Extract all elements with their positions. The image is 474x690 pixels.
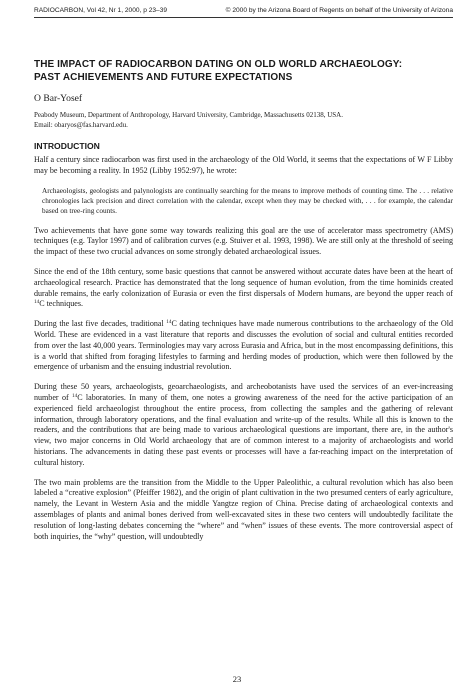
- paragraph-5-text: During these 50 years, archaeologists, geoarchaeologists, and archeobotanists have used the services of an ever-increasing number of: [34, 382, 453, 402]
- paragraph-4: [34, 319, 453, 373]
- author-name: O Bar-Yosef: [34, 93, 83, 104]
- paragraph-5-text-end: C laboratories. In many of them, one notes a growing awareness of the need for the active participation of an experienced field archaeologist throughout the entire process, from collecting the samples and the gathering of relevant information, through laboratory operations, and the final evaluation and write-up of the results. While all this is known to the readers, and the contributions that are being made to various archaeological questions are important, there are, in the author's view, two major concerns in Old World archaeology that are of common interest to a majority of archaeologists and world historians. The advancements in dating these past events or processes will have a far-reaching impact on the interpretation of cultural history.: [34, 392, 453, 467]
- running-header: [34, 5, 453, 18]
- isotope-superscript: 14: [72, 392, 78, 399]
- isotope-superscript: 14: [166, 319, 172, 326]
- paragraph-3: [34, 267, 453, 310]
- isotope-superscript: 14: [34, 299, 40, 306]
- author-affiliation: [34, 111, 453, 130]
- paragraph-3-text-end: C techniques.: [39, 299, 83, 309]
- title-line-2: PAST ACHIEVEMENTS AND FUTURE EXPECTATIONS: [34, 71, 293, 83]
- paragraph-3-text: Since the end of the 18th century, some basic questions that cannot be answered without accurate dates have been at the heart of archaeological research. Practice has demonstrated that the long sequence of human evolution, from the time hominids created durable remains, the early colonization of Eurasia or even the first dispersals of Modern humans, are beyond the upper reach of: [34, 266, 453, 298]
- affiliation-email: Email: obaryos@fas.harvard.edu.: [34, 120, 128, 129]
- paragraph-1: Half a century since radiocarbon was first used in the archaeology of the Old World, it seems that the expectations of W F Libby may be becoming a reality. In 1952 (Libby 1952:97), he wrote:: [34, 155, 453, 175]
- libby-quote: Archaeologists, geologists and palynologists are continually searching for the means to improve methods of counting time. The . . . relative chronologies lack precision and direct correlation with the calendar, except when they may be checked with, . . . for example, the calendar based on tree-ring counts.: [42, 186, 453, 215]
- paragraph-5: [34, 382, 453, 468]
- page-number: 23: [232, 674, 242, 684]
- paragraph-2: Two achievements that have gone some way towards realizing this goal are the use of accelerator mass spectrometry (AMS) techniques (e.g. Taylor 1997) and of calibration curves (e.g. Stuiver et al. 1993, 1998). We are still only at the threshold of seeing the impact of these two crucial advances on some strongly debated archaeological issues.: [34, 225, 453, 257]
- affiliation-address: Peabody Museum, Department of Anthropology, Harvard University, Cambridge, Massachusetts 02138, USA.: [34, 111, 343, 119]
- paragraph-4-text-end: C dating techniques have made numerous contributions to the archaeology of the Old World. These are evidenced in a vast literature that reports and discusses the evolution of social and cultural entities recorded from over the last 40,000 years. Terminologies may vary across Eurasia and Africa, but in the most encompassing definitions, this is a world that shifted from foraging lifestyles to farming and herding modes of production, which were then followed by the emergence of urbanism and the ensuing industrial revolution.: [34, 319, 453, 372]
- article-title: [34, 59, 453, 84]
- paragraph-4-text: During the last five decades, traditional: [34, 319, 167, 329]
- section-heading: INTRODUCTION: [34, 141, 100, 151]
- journal-citation: RADIOCARBON, Vol 42, Nr 1, 2000, p 23–39: [34, 7, 168, 14]
- title-line-1: THE IMPACT OF RADIOCARBON DATING ON OLD WORLD ARCHAEOLOGY:: [34, 59, 403, 70]
- article-body: [34, 155, 453, 551]
- paragraph-6: The two main problems are the transition from the Middle to the Upper Paleolithic, a cultural revolution which has also been labeled a “creative explosion” (Pfeiffer 1982), and the origin of plant cultivation in the two presumed centers of early agriculture, namely, the Levant in Western Asia and the middle Yangtze region of China. Precise dating of archaeological contexts and assemblages of plants and animal bones derived from well-excavated sites in these two centers will undoubtedly facilitate the resolution of long-lasting debates concerning the “where” and “when” issues of these events. The more controversial aspect of both inquiries, the “why” question, will undoubtedly: [34, 477, 453, 541]
- copyright-notice: © 2000 by the Arizona Board of Regents on behalf of the University of Arizona: [225, 7, 453, 14]
